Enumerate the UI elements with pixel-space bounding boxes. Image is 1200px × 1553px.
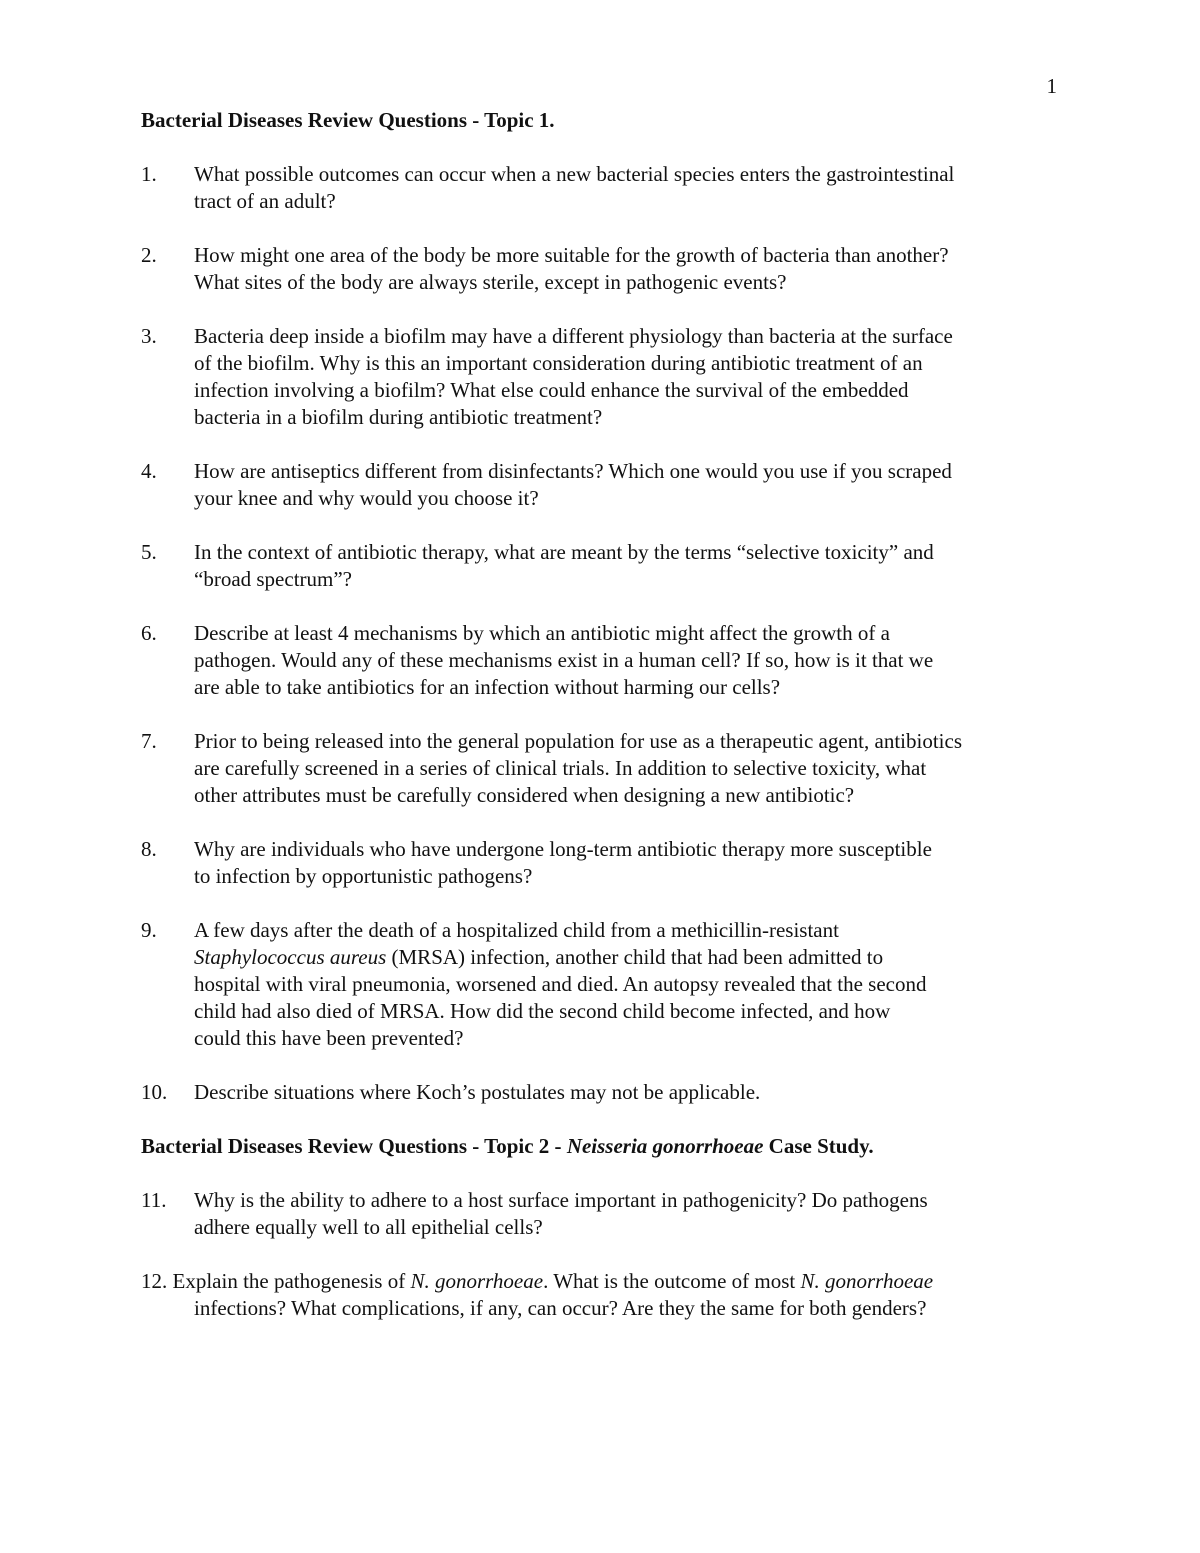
question-line: What sites of the body are always sterile, except in pathogenic events?	[194, 270, 787, 294]
page-number: 1	[1046, 74, 1057, 98]
question-3	[141, 323, 1066, 431]
question-number: 10.	[141, 1080, 168, 1104]
question-line: child had also died of MRSA. How did the second child become infected, and how	[194, 999, 891, 1023]
question-line: are carefully screened in a series of clinical trials. In addition to selective toxicity, what	[194, 756, 927, 780]
question-line: How might one area of the body be more suitable for the growth of bacteria than another?	[194, 243, 949, 267]
question-line: hospital with viral pneumonia, worsened and died. An autopsy revealed that the second	[194, 972, 927, 996]
question-line: your knee and why would you choose it?	[194, 486, 539, 510]
question-number: 9.	[141, 918, 157, 942]
question-line: bacteria in a biofilm during antibiotic treatment?	[194, 405, 603, 429]
question-number: 3.	[141, 324, 157, 348]
question-line: Why are individuals who have undergone long-term antibiotic therapy more susceptible	[194, 837, 932, 861]
question-10	[141, 1079, 1066, 1106]
topic-1-heading: Bacterial Diseases Review Questions - Topic 1.	[141, 108, 555, 132]
question-line: How are antiseptics different from disinfectants? Which one would you use if you scraped	[194, 459, 952, 483]
question-line: of the biofilm. Why is this an important consideration during antibiotic treatment of an	[194, 351, 923, 375]
species-name: N. gonorrhoeae	[410, 1269, 544, 1293]
topic-2-heading	[141, 1133, 1066, 1160]
question-number: 12.	[141, 1269, 168, 1293]
question-line: infections? What complications, if any, can occur? Are they the same for both genders?	[194, 1296, 927, 1320]
heading-text: Case Study.	[763, 1134, 874, 1158]
question-line: are able to take antibiotics for an infection without harming our cells?	[194, 675, 781, 699]
heading-text: Bacterial Diseases Review Questions - Topic 2 -	[141, 1134, 567, 1158]
species-name: N. gonorrhoeae	[800, 1269, 934, 1293]
question-number: 2.	[141, 243, 157, 267]
question-9	[141, 917, 1066, 1052]
question-2	[141, 242, 1066, 296]
topic-1-question-list	[141, 161, 1066, 890]
question-line: infection involving a biofilm? What else could enhance the survival of the embedded	[194, 378, 909, 402]
species-name: Staphylococcus aureus	[194, 945, 387, 969]
question-line: Why is the ability to adhere to a host surface important in pathogenicity? Do pathogens	[194, 1188, 928, 1212]
question-number: 4.	[141, 459, 157, 483]
question-line: Describe situations where Koch’s postulates may not be applicable.	[194, 1080, 761, 1104]
question-12	[141, 1268, 1066, 1322]
question-line: adhere equally well to all epithelial cells?	[194, 1215, 543, 1239]
question-line	[141, 1268, 1066, 1295]
species-name: Neisseria gonorrhoeae	[566, 1134, 764, 1158]
question-11	[141, 1187, 1066, 1241]
question-line: other attributes must be carefully considered when designing a new antibiotic?	[194, 783, 855, 807]
question-line: What possible outcomes can occur when a new bacterial species enters the gastrointestinal	[194, 162, 955, 186]
question-number: 11.	[141, 1188, 167, 1212]
document-body	[141, 107, 1066, 1349]
question-number: 7.	[141, 729, 157, 753]
question-number: 1.	[141, 162, 157, 186]
question-line: Describe at least 4 mechanisms by which an antibiotic might affect the growth of a	[194, 621, 890, 645]
question-6	[141, 620, 1066, 701]
question-line: Prior to being released into the general population for use as a therapeutic agent, antibiotics	[194, 729, 962, 753]
question-1	[141, 161, 1066, 215]
question-line: tract of an adult?	[194, 189, 336, 213]
question-line: to infection by opportunistic pathogens?	[194, 864, 533, 888]
question-line: Bacteria deep inside a biofilm may have a different physiology than bacteria at the surface	[194, 324, 953, 348]
question-text: Explain the pathogenesis of	[172, 1269, 411, 1293]
question-line: pathogen. Would any of these mechanisms exist in a human cell? If so, how is it that we	[194, 648, 934, 672]
question-number: 5.	[141, 540, 157, 564]
question-text: (MRSA) infection, another child that had been admitted to	[386, 945, 884, 969]
question-line: “broad spectrum”?	[194, 567, 353, 591]
question-4	[141, 458, 1066, 512]
question-7	[141, 728, 1066, 809]
question-line: In the context of antibiotic therapy, what are meant by the terms “selective toxicity” and	[194, 540, 934, 564]
question-text: . What is the outcome of most	[543, 1269, 801, 1293]
question-line: could this have been prevented?	[194, 1026, 464, 1050]
question-number: 6.	[141, 621, 157, 645]
question-line	[194, 944, 1066, 971]
question-line: A few days after the death of a hospitalized child from a methicillin-resistant	[194, 918, 839, 942]
question-5	[141, 539, 1066, 593]
question-number: 8.	[141, 837, 157, 861]
question-8	[141, 836, 1066, 890]
